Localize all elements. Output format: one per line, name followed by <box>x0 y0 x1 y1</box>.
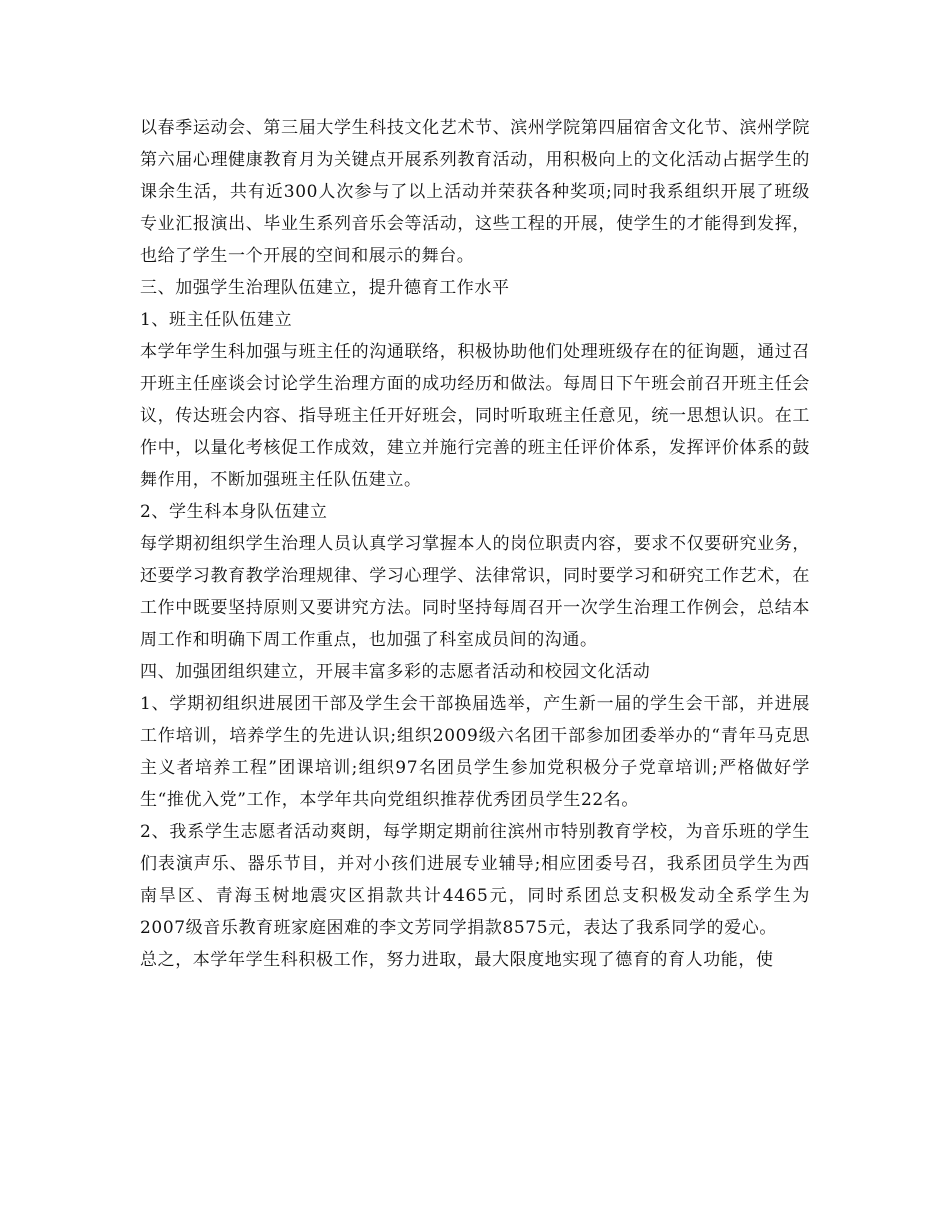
section-heading-three: 三、加强学生治理队伍建立，提升德育工作水平 <box>140 278 510 298</box>
paragraph-student-office: 每学期初组织学生治理人员认真学习掌握本人的岗位职责内容，要求不仅要研究业务，还要学习教育教学治理规律、学习心理学、法律常识，同时要学习和研究工作艺术，在工作中既要坚持原则又要讲究方法。同时坚持每周召开一次学生治理工作例会，总结本周工作和明确下周工作重点，也加强了科室成员间的沟通。 <box>140 534 810 650</box>
paragraph-summary: 总之，本学年学生科积极工作，努力进取，最大限度地实现了德育的育人功能，使 <box>140 950 774 970</box>
section-heading-four: 四、加强团组织建立，开展丰富多彩的志愿者活动和校园文化活动 <box>140 662 651 682</box>
document-body <box>140 112 810 976</box>
paragraph-league-election: 1、学期初组织进展团干部及学生会干部换届选举，产生新一届的学生会干部，并进展工作培训，培养学生的先进认识;组织2009级六名团干部参加团委举办的“青年马克思主义者培养工程”团课培训;组织97名团员学生参加党积极分子党章培训;严格做好学生“推优入党”工作，本学年共向党组织推荐优秀团员学生22名。 <box>140 694 810 810</box>
paragraph-volunteer-activities: 2、我系学生志愿者活动爽朗，每学期定期前往滨州市特别教育学校，为音乐班的学生们表演声乐、器乐节目，并对小孩们进展专业辅导;相应团委号召，我系团员学生为西南旱区、青海玉树地震灾区捐款共计4465元，同时系团总支积极发动全系学生为2007级音乐教育班家庭困难的李文芳同学捐款8575元，表达了我系同学的爱心。 <box>140 822 810 938</box>
paragraph-activities: 以春季运动会、第三届大学生科技文化艺术节、滨州学院第四届宿舍文化节、滨州学院第六届心理健康教育月为关键点开展系列教育活动，用积极向上的文化活动占据学生的课余生活，共有近300人次参与了以上活动并荣获各种奖项;同时我系组织开展了班级专业汇报演出、毕业生系列音乐会等活动，这些工程的开展，使学生的才能得到发挥，也给了学生一个开展的空间和展示的舞台。 <box>140 118 810 266</box>
paragraph-class-teacher: 本学年学生科加强与班主任的沟通联络，积极协助他们处理班级存在的征询题，通过召开班主任座谈会讨论学生治理方面的成功经历和做法。每周日下午班会前召开班主任会议，传达班会内容、指导班主任开好班会，同时听取班主任意见，统一思想认识。在工作中，以量化考核促工作成效，建立并施行完善的班主任评价体系，发挥评价体系的鼓舞作用，不断加强班主任队伍建立。 <box>140 342 810 490</box>
subheading-class-teacher-team: 1、班主任队伍建立 <box>140 310 293 330</box>
subheading-student-office-team: 2、学生科本身队伍建立 <box>140 502 328 522</box>
